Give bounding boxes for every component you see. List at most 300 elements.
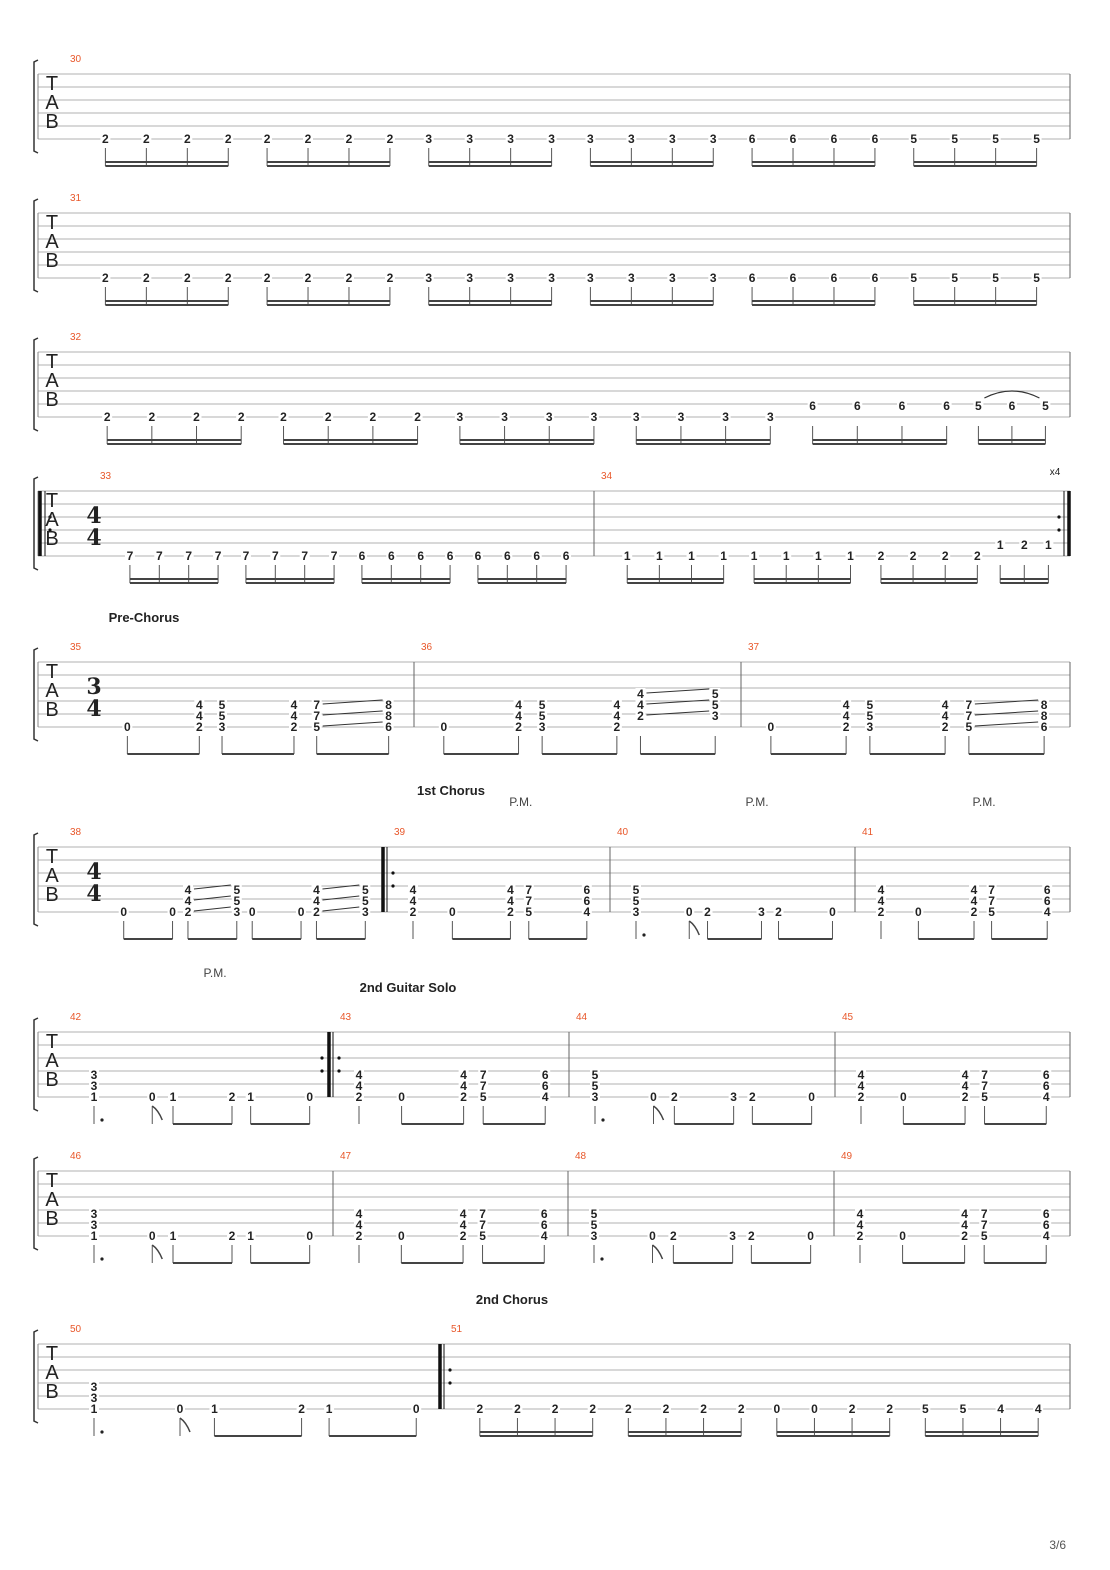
tab-clef-letter: B: [45, 699, 59, 721]
fret-number: 5: [951, 132, 959, 146]
system-brace: [34, 60, 38, 153]
fret-number: 1: [847, 549, 854, 563]
fret-number: 4: [583, 905, 591, 919]
fret-number: 5: [591, 1068, 599, 1082]
fret-number: 5: [591, 1079, 599, 1093]
fret-number: 3: [590, 410, 598, 424]
fret-number: 1: [247, 1229, 254, 1243]
fret-number: 2: [324, 410, 332, 424]
fret-number: 1: [247, 1090, 254, 1104]
fret-number: 2: [386, 271, 394, 285]
fret-number: 2: [386, 132, 394, 146]
tab-clef-letter: T: [45, 661, 59, 683]
augmentation-dot: [601, 1118, 604, 1121]
fret-number: 4: [355, 1079, 363, 1093]
fret-number: 5: [988, 905, 995, 919]
section-label: Pre-Chorus: [108, 610, 180, 625]
fret-number: 2: [228, 1090, 236, 1104]
fret-number: 5: [959, 1402, 967, 1416]
fret-number: 4: [842, 709, 850, 723]
fret-number: 6: [809, 399, 816, 413]
fret-number: 5: [975, 399, 982, 413]
fret-number: 1: [325, 1402, 333, 1416]
system-brace: [34, 1018, 38, 1111]
fret-number: 4: [515, 698, 522, 712]
fret-number: 3: [709, 132, 717, 146]
eighth-flag: [180, 1418, 190, 1432]
slide-line: [646, 689, 709, 693]
fret-number: 1: [90, 1402, 98, 1416]
measure-number: 32: [70, 332, 82, 343]
fret-number: 6: [533, 549, 541, 563]
measure-number: 31: [70, 193, 82, 204]
fret-number: 7: [313, 698, 321, 712]
repeat-dot: [337, 1056, 340, 1059]
fret-number: 4: [459, 1218, 467, 1232]
fret-number: 3: [632, 410, 640, 424]
tab-clef-letter: T: [45, 212, 59, 234]
fret-number: 2: [974, 549, 981, 563]
fret-number: 2: [671, 1090, 678, 1104]
tab-system: [34, 60, 1070, 166]
fret-number: 3: [587, 132, 594, 146]
fret-number: 4: [877, 894, 885, 908]
fret-number: 4: [313, 894, 320, 908]
fret-number: 2: [183, 271, 191, 285]
palm-mute-mark: P.M.: [203, 966, 227, 980]
palm-mute-mark: P.M.: [509, 795, 533, 809]
augmentation-dot: [642, 933, 645, 936]
fret-number: 7: [479, 1068, 487, 1082]
fret-number: 3: [501, 410, 508, 424]
fret-number: 6: [474, 549, 482, 563]
fret-number: 2: [700, 1402, 707, 1416]
fret-number: 2: [355, 1090, 363, 1104]
fret-number: 8: [1040, 698, 1048, 712]
fret-number: 2: [369, 410, 377, 424]
fret-number: 3: [538, 720, 546, 734]
fret-number: 2: [224, 132, 232, 146]
tab-clef-letter: A: [45, 1189, 59, 1211]
repeat-dot: [320, 1056, 323, 1059]
fret-number: 3: [466, 132, 474, 146]
fret-number: 2: [224, 271, 232, 285]
fret-number: 5: [233, 894, 241, 908]
fret-number: 1: [656, 549, 663, 563]
fret-number: 3: [766, 410, 774, 424]
fret-number: 0: [829, 905, 836, 919]
fret-number: 1: [782, 549, 790, 563]
measure-number: 43: [340, 1012, 352, 1023]
fret-number: 6: [943, 399, 950, 413]
fret-number: 0: [398, 1090, 405, 1104]
fret-number: 2: [662, 1402, 670, 1416]
fret-number: 0: [915, 905, 922, 919]
fret-number: 1: [750, 549, 758, 563]
fret-number: 2: [228, 1229, 236, 1243]
fret-number: 4: [313, 883, 320, 897]
fret-number: 2: [624, 1402, 632, 1416]
measure-number: 51: [451, 1324, 463, 1335]
fret-number: 0: [773, 1402, 781, 1416]
fret-number: 3: [632, 905, 640, 919]
tab-clef-letter: T: [45, 1170, 59, 1192]
fret-number: 5: [525, 905, 533, 919]
eighth-flag: [689, 921, 699, 935]
measure-number: 36: [421, 642, 433, 653]
tab-system: [34, 648, 1070, 754]
fret-number: 4: [355, 1207, 363, 1221]
fret-number: 7: [242, 549, 250, 563]
fret-number: 3: [233, 905, 241, 919]
tab-system: [34, 1018, 1070, 1124]
measure-number: 45: [842, 1012, 854, 1023]
fret-number: 2: [263, 132, 271, 146]
fret-number: 2: [184, 905, 192, 919]
fret-number: 0: [148, 1229, 156, 1243]
slide-line: [194, 907, 231, 911]
time-signature-top: 4: [86, 859, 102, 885]
tab-system: [34, 477, 1070, 583]
tab-clef-letter: B: [45, 1069, 59, 1091]
fret-number: 1: [1045, 538, 1052, 552]
fret-number: 0: [169, 905, 176, 919]
fret-number: 3: [548, 271, 555, 285]
fret-number: 4: [1034, 1402, 1042, 1416]
fret-number: 5: [233, 883, 241, 897]
measure-number: 46: [70, 1151, 82, 1162]
fret-number: 7: [330, 549, 338, 563]
fret-number: 7: [301, 549, 309, 563]
fret-number: 3: [218, 720, 226, 734]
fret-number: 5: [590, 1218, 598, 1232]
eighth-flag: [152, 1245, 162, 1259]
fret-number: 2: [970, 905, 978, 919]
fret-number: 8: [385, 698, 392, 712]
fret-number: 0: [685, 905, 693, 919]
fret-number: 4: [507, 894, 514, 908]
measure-number: 33: [100, 471, 112, 482]
fret-number: 6: [748, 271, 756, 285]
page-number: 3/6: [1049, 1538, 1066, 1552]
fret-number: 2: [459, 1229, 467, 1243]
fret-number: 4: [961, 1068, 969, 1082]
time-signature-top: 4: [86, 503, 102, 529]
fret-number: 3: [90, 1068, 98, 1082]
fret-number: 4: [515, 709, 522, 723]
fret-number: 0: [807, 1229, 814, 1243]
fret-number: 6: [748, 132, 756, 146]
fret-number: 2: [460, 1090, 467, 1104]
measure-number: 42: [70, 1012, 82, 1023]
fret-number: 3: [90, 1391, 98, 1405]
system-brace: [34, 1157, 38, 1250]
fret-number: 5: [951, 271, 959, 285]
slide-line: [323, 722, 383, 726]
tab-clef-letter: T: [45, 351, 59, 373]
fret-number: 5: [866, 698, 874, 712]
fret-number: 2: [290, 720, 298, 734]
fret-number: 5: [479, 1090, 487, 1104]
fret-number: 4: [997, 1402, 1004, 1416]
fret-number: 0: [440, 720, 448, 734]
fret-number: 1: [688, 549, 695, 563]
tab-clef-letter: A: [45, 865, 59, 887]
eighth-flag: [653, 1245, 663, 1259]
fret-number: 0: [120, 905, 128, 919]
fret-number: 6: [1042, 1218, 1050, 1232]
fret-number: 4: [195, 709, 203, 723]
fret-number: 7: [525, 894, 533, 908]
fret-number: 7: [981, 1068, 988, 1082]
fret-number: 0: [767, 720, 775, 734]
fret-number: 7: [980, 1207, 988, 1221]
fret-number: 6: [789, 271, 797, 285]
tab-clef-letter: T: [45, 846, 59, 868]
fret-number: 5: [590, 1207, 598, 1221]
tab-clef-letter: B: [45, 389, 59, 411]
fret-number: 2: [1020, 538, 1028, 552]
fret-number: 3: [507, 271, 514, 285]
measure-number: 49: [841, 1151, 853, 1162]
fret-number: 0: [899, 1229, 906, 1243]
fret-number: 5: [711, 687, 719, 701]
fret-number: 2: [298, 1402, 305, 1416]
fret-number: 3: [90, 1380, 98, 1394]
eighth-flag: [152, 1106, 162, 1120]
fret-number: 2: [589, 1402, 597, 1416]
section-label: 2nd Guitar Solo: [359, 980, 457, 995]
fret-number: 5: [538, 698, 546, 712]
slide-line: [975, 722, 1038, 726]
tab-clef-letter: T: [45, 73, 59, 95]
repeat-dot: [1057, 515, 1060, 518]
fret-number: 4: [1042, 1090, 1050, 1104]
fret-number: 3: [628, 271, 635, 285]
fret-number: 5: [538, 709, 546, 723]
augmentation-dot: [100, 1257, 103, 1260]
fret-number: 6: [541, 1079, 549, 1093]
fret-number: 6: [417, 549, 425, 563]
fret-number: 2: [102, 132, 109, 146]
fret-number: 4: [1042, 1229, 1050, 1243]
augmentation-dot: [600, 1257, 603, 1260]
fret-number: 3: [722, 410, 729, 424]
fret-number: 3: [548, 132, 555, 146]
fret-number: 7: [313, 709, 321, 723]
fret-number: 6: [503, 549, 511, 563]
time-signature-bottom: 4: [86, 881, 102, 907]
fret-number: 4: [355, 1068, 363, 1082]
tab-clef-letter: T: [45, 1343, 59, 1365]
fret-number: 5: [361, 894, 369, 908]
fret-number: 4: [459, 1207, 467, 1221]
fret-number: 1: [169, 1229, 177, 1243]
tab-clef-letter: B: [45, 1208, 59, 1230]
tab-system: [34, 338, 1070, 444]
repeat-dot: [1057, 528, 1060, 531]
fret-number: 2: [857, 1090, 865, 1104]
fret-number: 2: [102, 271, 109, 285]
fret-number: 5: [313, 720, 321, 734]
fret-number: 4: [613, 698, 621, 712]
fret-number: 4: [961, 1207, 968, 1221]
fret-number: 4: [637, 687, 644, 701]
fret-number: 4: [856, 1207, 864, 1221]
fret-number: 2: [637, 709, 644, 723]
fret-number: 6: [1043, 894, 1051, 908]
fret-number: 7: [185, 549, 193, 563]
fret-number: 7: [981, 1079, 988, 1093]
fret-number: 4: [970, 883, 978, 897]
fret-number: 3: [425, 271, 433, 285]
fret-number: 3: [425, 132, 433, 146]
fret-number: 5: [910, 132, 918, 146]
tab-clef-letter: A: [45, 92, 59, 114]
system-brace: [34, 833, 38, 926]
fret-number: 2: [143, 271, 150, 285]
tab-system: [34, 199, 1070, 305]
fret-number: 4: [409, 894, 417, 908]
repeat-dot: [337, 1069, 340, 1072]
eighth-flag: [654, 1106, 664, 1120]
fret-number: 5: [361, 883, 369, 897]
fret-number: 2: [877, 905, 885, 919]
fret-number: 2: [313, 905, 320, 919]
fret-number: 3: [758, 905, 765, 919]
fret-number: 2: [345, 271, 353, 285]
fret-number: 2: [103, 410, 111, 424]
fret-number: 2: [909, 549, 917, 563]
fret-number: 0: [649, 1229, 656, 1243]
fret-number: 7: [988, 883, 995, 897]
repeat-dot: [391, 884, 394, 887]
tab-clef-letter: A: [45, 231, 59, 253]
fret-number: 0: [900, 1090, 907, 1104]
fret-number: 2: [551, 1402, 559, 1416]
fret-number: 1: [996, 538, 1004, 552]
fret-number: 4: [460, 1079, 467, 1093]
fret-number: 4: [355, 1218, 363, 1232]
augmentation-dot: [100, 1430, 103, 1433]
fret-number: 0: [412, 1402, 420, 1416]
fret-number: 4: [507, 883, 514, 897]
fret-number: 6: [446, 549, 454, 563]
fret-number: 2: [507, 905, 514, 919]
fret-number: 4: [637, 698, 644, 712]
fret-number: 3: [590, 1229, 598, 1243]
fret-number: 7: [525, 883, 533, 897]
fret-number: 4: [195, 698, 203, 712]
fret-number: 4: [877, 883, 885, 897]
fret-number: 7: [479, 1079, 487, 1093]
fret-number: 5: [218, 698, 226, 712]
measure-number: 40: [617, 827, 629, 838]
fret-number: 6: [853, 399, 861, 413]
fret-number: 2: [704, 905, 711, 919]
fret-number: 5: [1033, 271, 1040, 285]
fret-number: 0: [148, 1090, 156, 1104]
fret-number: 2: [737, 1402, 745, 1416]
fret-number: 3: [729, 1229, 736, 1243]
fret-number: 6: [1042, 1068, 1050, 1082]
fret-number: 1: [169, 1090, 177, 1104]
fret-number: 1: [623, 549, 631, 563]
fret-number: 2: [848, 1402, 856, 1416]
section-label: 2nd Chorus: [475, 1292, 549, 1307]
fret-number: 6: [830, 132, 838, 146]
tab-clef-letter: A: [45, 1362, 59, 1384]
fret-number: 4: [842, 698, 850, 712]
fret-number: 5: [992, 271, 999, 285]
fret-number: 6: [358, 549, 366, 563]
measure-number: 50: [70, 1324, 82, 1335]
fret-number: 0: [449, 905, 456, 919]
fret-number: 2: [143, 132, 150, 146]
fret-number: 6: [541, 1068, 549, 1082]
fret-number: 6: [1042, 1079, 1050, 1093]
fret-number: 2: [345, 132, 353, 146]
fret-number: 6: [789, 132, 797, 146]
system-brace: [34, 199, 38, 292]
measure-number: 48: [575, 1151, 587, 1162]
fret-number: 7: [965, 709, 973, 723]
fret-number: 6: [387, 549, 395, 563]
tab-clef-letter: A: [45, 370, 59, 392]
fret-number: 6: [385, 720, 392, 734]
fret-number: 5: [479, 1229, 486, 1243]
fret-number: 4: [941, 709, 949, 723]
fret-number: 0: [248, 905, 256, 919]
tab-clef-letter: B: [45, 884, 59, 906]
fret-number: 3: [711, 709, 719, 723]
fret-number: 2: [148, 410, 156, 424]
tab-clef-letter: A: [45, 1050, 59, 1072]
fret-number: 0: [650, 1090, 657, 1104]
tab-clef-letter: A: [45, 509, 59, 531]
slide-line: [322, 907, 359, 911]
fret-number: 3: [587, 271, 594, 285]
tab-clef-letter: B: [45, 111, 59, 133]
fret-number: 2: [961, 1090, 969, 1104]
tie-slur: [984, 391, 1039, 398]
time-signature-bottom: 4: [86, 525, 102, 551]
fret-number: 7: [988, 894, 995, 908]
fret-number: 2: [961, 1229, 968, 1243]
fret-number: 5: [866, 709, 874, 723]
fret-number: 3: [677, 410, 685, 424]
palm-mute-mark: P.M.: [745, 795, 769, 809]
fret-number: 6: [540, 1218, 548, 1232]
system-brace: [34, 1330, 38, 1423]
fret-number: 2: [886, 1402, 894, 1416]
fret-number: 3: [628, 132, 635, 146]
fret-number: 3: [466, 271, 474, 285]
tab-clef-letter: T: [45, 1031, 59, 1053]
fret-number: 4: [409, 883, 417, 897]
fret-number: 4: [290, 698, 298, 712]
fret-number: 2: [476, 1402, 484, 1416]
tab-clef-letter: B: [45, 250, 59, 272]
fret-number: 2: [749, 1090, 756, 1104]
fret-number: 0: [124, 720, 131, 734]
fret-number: 2: [842, 720, 850, 734]
fret-number: 6: [583, 883, 591, 897]
fret-number: 7: [126, 549, 134, 563]
fret-number: 0: [398, 1229, 405, 1243]
fret-number: 6: [830, 271, 838, 285]
augmentation-dot: [100, 1118, 103, 1121]
